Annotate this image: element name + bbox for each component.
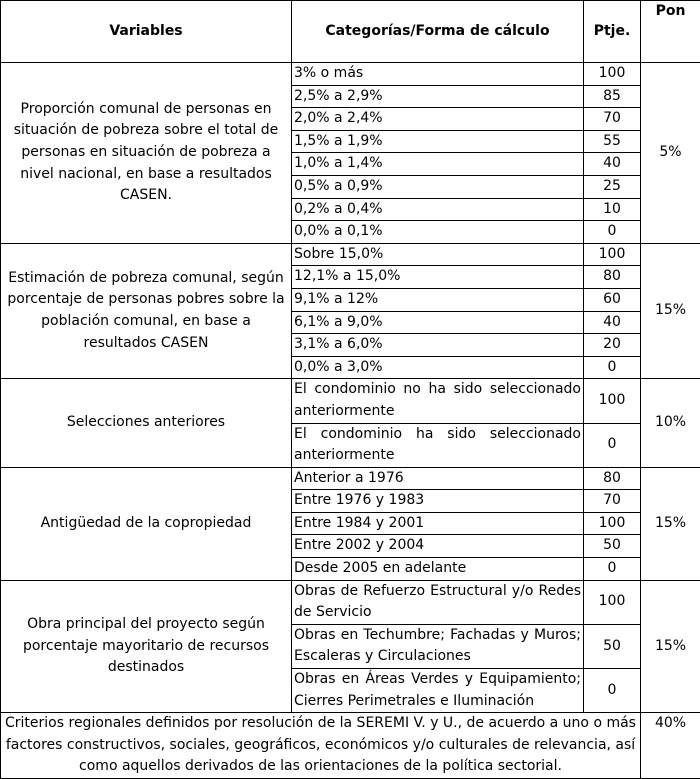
- ptje-cell: 55: [584, 130, 641, 153]
- variable-cell: Obra principal del proyecto según porcentaje mayoritario de recursos destinados: [1, 580, 292, 713]
- ptje-cell: 40: [584, 311, 641, 334]
- categoria-cell: 9,1% a 12%: [292, 288, 584, 311]
- ptje-cell: 10: [584, 198, 641, 221]
- header-categorias: Categorías/Forma de cálculo: [292, 1, 584, 63]
- ptje-cell: 80: [584, 266, 641, 289]
- ptje-cell: 100: [584, 63, 641, 86]
- ptje-cell: 0: [584, 356, 641, 379]
- ptje-cell: 100: [584, 580, 641, 624]
- categoria-cell: 6,1% a 9,0%: [292, 311, 584, 334]
- categoria-cell: Entre 1976 y 1983: [292, 490, 584, 513]
- ptje-cell: 100: [584, 243, 641, 266]
- ptje-cell: 50: [584, 624, 641, 668]
- categoria-cell: Entre 1984 y 2001: [292, 512, 584, 535]
- ptje-cell: 0: [584, 423, 641, 467]
- ptje-cell: 70: [584, 108, 641, 131]
- ptje-cell: 40: [584, 153, 641, 176]
- header-ptje: Ptje.: [584, 1, 641, 63]
- variable-cell: Antigüedad de la copropiedad: [1, 467, 292, 580]
- ponderacion-cell: 15%: [641, 467, 700, 580]
- header-row: [1, 1, 700, 63]
- categoria-cell: El condominio ha sido seleccionado anteriormente: [292, 423, 584, 467]
- ptje-cell: 25: [584, 175, 641, 198]
- ptje-cell: 100: [584, 512, 641, 535]
- categoria-cell: Desde 2005 en adelante: [292, 558, 584, 581]
- ponderacion-cell: 15%: [641, 580, 700, 713]
- categoria-cell: 0,2% a 0,4%: [292, 198, 584, 221]
- ptje-cell: 0: [584, 558, 641, 581]
- footer-ponderacion: 40%: [641, 713, 700, 779]
- ptje-cell: 80: [584, 467, 641, 490]
- categoria-cell: 0,0% a 3,0%: [292, 356, 584, 379]
- table-body: [1, 63, 700, 713]
- ptje-cell: 60: [584, 288, 641, 311]
- ponderacion-cell: 5%: [641, 63, 700, 244]
- ponderacion-cell: 15%: [641, 243, 700, 379]
- ptje-cell: 85: [584, 85, 641, 108]
- categoria-cell: El condominio no ha sido seleccionado anteriormente: [292, 379, 584, 423]
- categoria-cell: 3,1% a 6,0%: [292, 334, 584, 357]
- categoria-cell: 2,5% a 2,9%: [292, 85, 584, 108]
- ptje-cell: 100: [584, 379, 641, 423]
- ptje-cell: 0: [584, 669, 641, 713]
- table-row: [1, 580, 700, 624]
- ptje-cell: 0: [584, 221, 641, 244]
- categoria-cell: Obras en Techumbre; Fachadas y Muros; Escaleras y Circulaciones: [292, 624, 584, 668]
- footer-row: [1, 713, 700, 779]
- categoria-cell: 0,5% a 0,9%: [292, 175, 584, 198]
- table-row: [1, 63, 700, 86]
- ptje-cell: 70: [584, 490, 641, 513]
- categoria-cell: Anterior a 1976: [292, 467, 584, 490]
- table-row: [1, 243, 700, 266]
- categoria-cell: Obras de Refuerzo Estructural y/o Redes de Servicio: [292, 580, 584, 624]
- table-row: [1, 467, 700, 490]
- header-variables: Variables: [1, 1, 292, 63]
- variable-cell: Selecciones anteriores: [1, 379, 292, 467]
- header-pon: Pon: [641, 1, 700, 63]
- variable-cell: Proporción comunal de personas en situación de pobreza sobre el total de personas en situación de pobreza a nivel nacional, en base a resultados CASEN.: [1, 63, 292, 244]
- categoria-cell: 1,0% a 1,4%: [292, 153, 584, 176]
- categoria-cell: 12,1% a 15,0%: [292, 266, 584, 289]
- footer-text: Criterios regionales definidos por resolución de la SEREMI V. y U., de acuerdo a uno o más factores constructivos, sociales, geográficos, económicos y/o culturales de relevancia, así como aquellos derivados de las orientaciones de la política sectorial.: [1, 713, 641, 779]
- table-row: [1, 379, 700, 423]
- ptje-cell: 20: [584, 334, 641, 357]
- categoria-cell: 2,0% a 2,4%: [292, 108, 584, 131]
- categoria-cell: Entre 2002 y 2004: [292, 535, 584, 558]
- categoria-cell: Sobre 15,0%: [292, 243, 584, 266]
- categoria-cell: 0,0% a 0,1%: [292, 221, 584, 244]
- categoria-cell: 3% o más: [292, 63, 584, 86]
- ponderacion-cell: 10%: [641, 379, 700, 467]
- ptje-cell: 50: [584, 535, 641, 558]
- categoria-cell: 1,5% a 1,9%: [292, 130, 584, 153]
- variable-cell: Estimación de pobreza comunal, según porcentaje de personas pobres sobre la población comunal, en base a resultados CASEN: [1, 243, 292, 379]
- categoria-cell: Obras en Áreas Verdes y Equipamiento; Cierres Perimetrales e Iluminación: [292, 669, 584, 713]
